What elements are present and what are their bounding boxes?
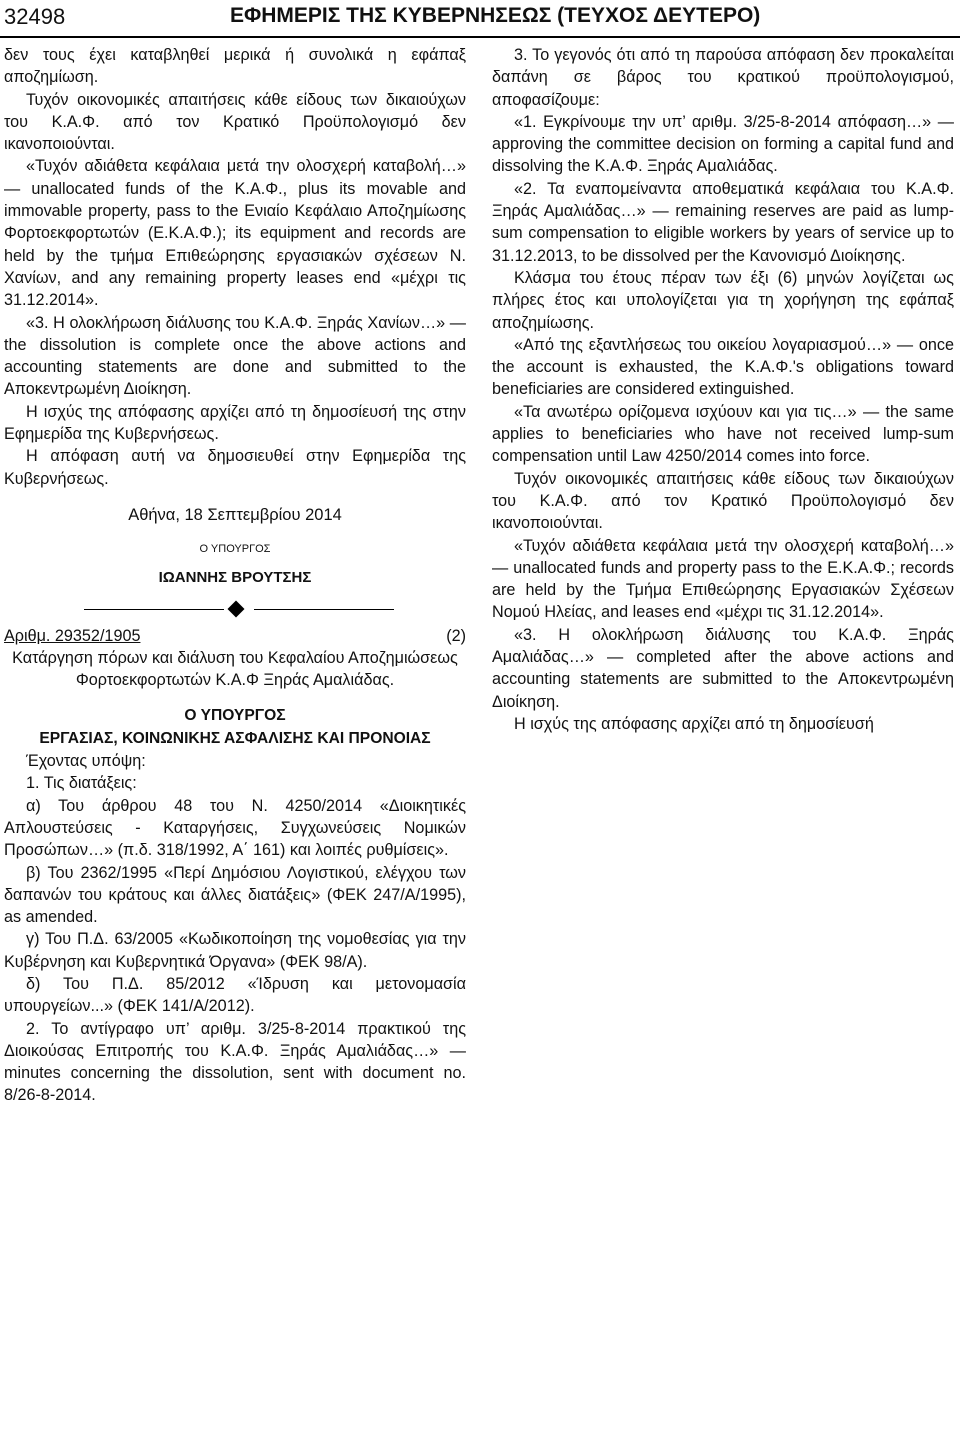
paragraph: «2. Τα εναπομείναντα αποθεματικά κεφάλαια του Κ.Α.Φ. Ξηράς Αμαλιάδας…» — remaining reserves are paid as lump-sum compensation to eligible workers by years of service up to 31.12.2013, to be dissolved per the Κανονισμό Διοίκησης.: [492, 179, 954, 265]
list-item: 1. Τις διατάξεις:: [26, 774, 137, 793]
paragraph: «Από της εξαντλήσεως του οικείου λογαριασμού…» — once the account is exhausted, the Κ.Α.Φ.'s obligations toward beneficiaries are considered extinguished.: [492, 335, 954, 399]
decision-subject: Κατάργηση πόρων και διάλυση του Κεφαλαίου Αποζημιώσεως Φορτοεκφορτωτών Κ.Α.Φ Ξηράς Αμαλιάδας.: [12, 648, 458, 690]
page-number: 32498: [4, 4, 66, 29]
list-item: β) Του 2362/1995 «Περί Δημόσιου Λογιστικού, ελέγχου των δαπανών του κράτους και άλλες διατάξεις» (ΦΕΚ 247/Α/1995), as amended.: [4, 863, 466, 927]
heading-ministry: ΕΡΓΑΣΙΑΣ, ΚΟΙΝΩΝΙΚΗΣ ΑΣΦΑΛΙΣΗΣ ΚΑΙ ΠΡΟΝΟΙΑΣ: [39, 729, 431, 747]
right-column: [492, 44, 954, 735]
paragraph: Η ισχύς της απόφασης αρχίζει από τη δημοσίευσή: [514, 714, 874, 733]
signatory-name: ΙΩΑΝΝΗΣ ΒΡΟΥΤΣΗΣ: [158, 568, 312, 586]
paragraph: Η απόφαση αυτή να δημοσιευθεί στην Εφημερίδα της Κυβερνήσεως.: [4, 447, 466, 488]
paragraph: «Τυχόν αδιάθετα κεφάλαια μετά την ολοσχερή καταβολή…» — unallocated funds and property pass to the Ε.Κ.Α.Φ.; records are held by the Τμήμα Επιθεώρησης Εργασιακών Σχέσεων Νομού Ηλείας, and leases end «μέχρι τις 31.12.2014».: [492, 536, 954, 622]
signatory-role: Ο ΥΠΟΥΡΓΟΣ: [199, 543, 271, 556]
paragraph: «1. Εγκρίνουμε την υπ’ αριθμ. 3/25-8-2014 απόφαση…» — approving the committee decision on forming a capital fund and dissolving the Κ.Α.Φ. Ξηράς Αμαλιάδας.: [492, 112, 954, 176]
diamond-icon: [228, 600, 245, 617]
decision-number-row: [4, 625, 466, 647]
paragraph: Κλάσμα του έτους πέραν των έξι (6) μηνών λογίζεται ως πλήρες έτος και υπολογίζεται για τη χορήγηση της εφάπαξ αποζημίωσης.: [492, 268, 954, 332]
decision-sequence: (2): [446, 626, 466, 645]
paragraph: δεν τους έχει καταβληθεί μερικά ή συνολικά η εφάπαξ αποζημίωση.: [4, 46, 466, 87]
paragraph: «Τυχόν αδιάθετα κεφάλαια μετά την ολοσχερή καταβολή…» — unallocated funds of the Κ.Α.Φ., plus its movable and immovable property, pass to the Ενιαίο Κεφάλαιο Αποζημίωσης Φορτοεκφορτωτών (Ε.Κ.Α.Φ.); its equipment and records are held by the τμήμα Επιθεώρησης εργασιακών σχέσεων Ν. Χανίων, and any remaining property leases end «μέχρι τις 31.12.2014».: [4, 157, 466, 310]
paragraph: Τυχόν οικονομικές απαιτήσεις κάθε είδους των δικαιούχων του Κ.Α.Φ. από τον Κρατικό Προϋπολογισμό δεν ικανοποιούνται.: [492, 469, 954, 533]
gazette-issue-title: ΕΦΗΜΕΡΙΣ ΤΗΣ ΚΥΒΕΡΝΗΣΕΩΣ (ΤΕΥΧΟΣ ΔΕΥΤΕΡΟ): [230, 4, 761, 27]
decision-number: Αριθμ. 29352/1905: [4, 626, 141, 645]
divider-line: [254, 609, 394, 610]
place-date: Αθήνα, 18 Σεπτεμβρίου 2014: [128, 505, 342, 524]
left-column: [4, 44, 466, 1107]
paragraph: Η ισχύς της απόφασης αρχίζει από τη δημοσίευσή της στην Εφημερίδα της Κυβερνήσεως.: [4, 402, 466, 444]
page-header: [0, 0, 960, 38]
list-item: 2. Το αντίγραφο υπ’ αριθμ. 3/25-8-2014 πρακτικού της Διοικούσας Επιτροπής του Κ.Α.Φ. Ξηράς Αμαλιάδας…» — minutes concerning the dissolution, sent with document no. 8/26-8-2014.: [4, 1019, 466, 1105]
section-divider: [4, 599, 466, 621]
paragraph: «3. Η ολοκλήρωση διάλυσης του Κ.Α.Φ. Ξηράς Αμαλιάδας…» — completed after the above actions and accounting statements are submitted to the Αποκεντρωμένη Διοίκηση.: [492, 625, 954, 711]
paragraph: Τυχόν οικονομικές απαιτήσεις κάθε είδους των δικαιούχων του Κ.Α.Φ. από τον Κρατικό Προϋπολογισμό δεν ικανοποιούνται.: [4, 90, 466, 154]
heading-minister: Ο ΥΠΟΥΡΓΟΣ: [184, 707, 286, 725]
paragraph: «3. Η ολοκλήρωση διάλυσης του Κ.Α.Φ. Ξηράς Χανίων…» — the dissolution is complete once the above actions and accounting statements are done and submitted to the Αποκεντρωμένη Διοίκηση.: [4, 313, 466, 399]
list-item: γ) Του Π.Δ. 63/2005 «Κωδικοποίηση της νομοθεσίας για την Κυβέρνηση και Κυβερνητικά Όργανα» (ΦΕΚ 98/Α).: [4, 930, 466, 971]
paragraph: 3. Το γεγονός ότι από τη παρούσα απόφαση δεν προκαλείται δαπάνη σε βάρος του κρατικού προϋπολογισμού, αποφασίζουμε:: [492, 46, 954, 109]
list-item: δ) Του Π.Δ. 85/2012 «Ίδρυση και μετονομασία υπουργείων...» (ΦΕΚ 141/Α/2012).: [4, 974, 466, 1016]
paragraph: «Τα ανωτέρω ορίζομενα ισχύουν και για τις…» — the same applies to beneficiaries who have not received lump-sum compensation until Law 4250/2014 comes into force.: [492, 402, 954, 466]
list-item: α) Του άρθρου 48 του Ν. 4250/2014 «Διοικητικές Απλουστεύσεις - Καταργήσεις, Συγχωνεύσεις Νομικών Προσώπων…» (π.δ. 318/1992, Α΄ 161) και λοιπές ρυθμίσεις».: [4, 796, 466, 860]
paragraph: Έχοντας υπόψη:: [26, 752, 146, 771]
divider-line: [84, 609, 224, 610]
